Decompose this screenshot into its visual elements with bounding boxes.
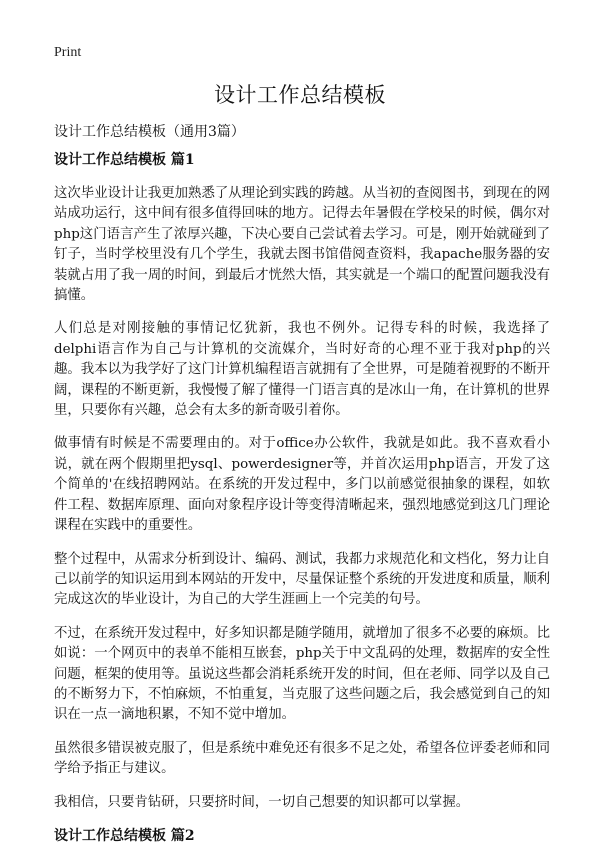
document-subtitle: 设计工作总结模板（通用3篇） [54,124,245,140]
section-heading: 设计工作总结模板 篇1 [54,152,195,168]
paragraph: 整个过程中，从需求分析到设计、编码、测试，我都力求规范化和文档化，努力让自己以前学的知识运用到本网站的开发中，尽量保证整个系统的开发进度和质量，顺利完成这次的毕业设计，为自己的大学生涯画上一个完美的句号。 [54,551,550,608]
paragraph: 虽然很多错误被克服了，但是系统中难免还有很多不足之处，希望各位评委老师和同学给予指正与建议。 [54,740,550,777]
paragraph: 不过，在系统开发过程中，好多知识都是随学随用，就增加了很多不必要的麻烦。比如说：一个网页中的表单不能相互嵌套，php关于中文乱码的处理，数据库的安全性问题，框架的使用等。虽说这些都会消耗系统开发的时间，但在老师、同学以及自己的不断努力下，不怕麻烦，不怕重复，当克服了这些问题之后，我会感觉到自己的知识在一点一滴地积累，不知不觉中增加。 [54,625,550,723]
paragraph: 这次毕业设计让我更加熟悉了从理论到实践的跨越。从当初的查阅图书，到现在的网站成功运行，这中间有很多值得回味的地方。记得去年暑假在学校呆的时候，偶尔对php这门语言产生了浓厚兴趣，下决心要自己尝试着去学习。可是，刚开始就碰到了钉子，当时学校里没有几个学生，我就去图书馆借阅查资料，我apache服务器的安装就占用了我一周的时间，到最后才恍然大悟，其实就是一个端口的配置问题我没有搞懂。 [54,186,550,304]
section-heading: 设计工作总结模板 篇2 [54,827,195,844]
paragraph: 做事情有时候是不需要理由的。对于office办公软件，我就是如此。我不喜欢看小说，就在两个假期里把ysql、powerdesigner等，并首次运用php语言，开发了这个简单的'在线招聘网站。在系统的开发过程中，多门以前感觉很抽象的课程，如软件工程、数据库原理、面向对象程序设计等变得清晰起来，强烈地感觉到这几门理论课程在实践中的重要性。 [54,436,550,534]
document-title: 设计工作总结模板 [214,83,386,107]
paragraph: 我相信，只要肯钻研，只要挤时间，一切自己想要的知识都可以掌握。 [54,794,470,810]
paragraph: 人们总是对刚接触的事情记忆犹新，我也不例外。记得专科的时候，我选择了delphi语言作为自己与计算机的交流媒介，当时好奇的心理不亚于我对php的兴趣。我本以为我学好了这门计算机编程语言就拥有了全世界，可是随着视野的不断开阔，课程的不断更新，我慢慢了解了懂得一门语言真的是冰山一角，在计算机的世界里，只要你有兴趣，总会有太多的新奇吸引着你。 [54,321,550,419]
document-body [54,150,550,860]
print-label: Print [54,45,82,60]
